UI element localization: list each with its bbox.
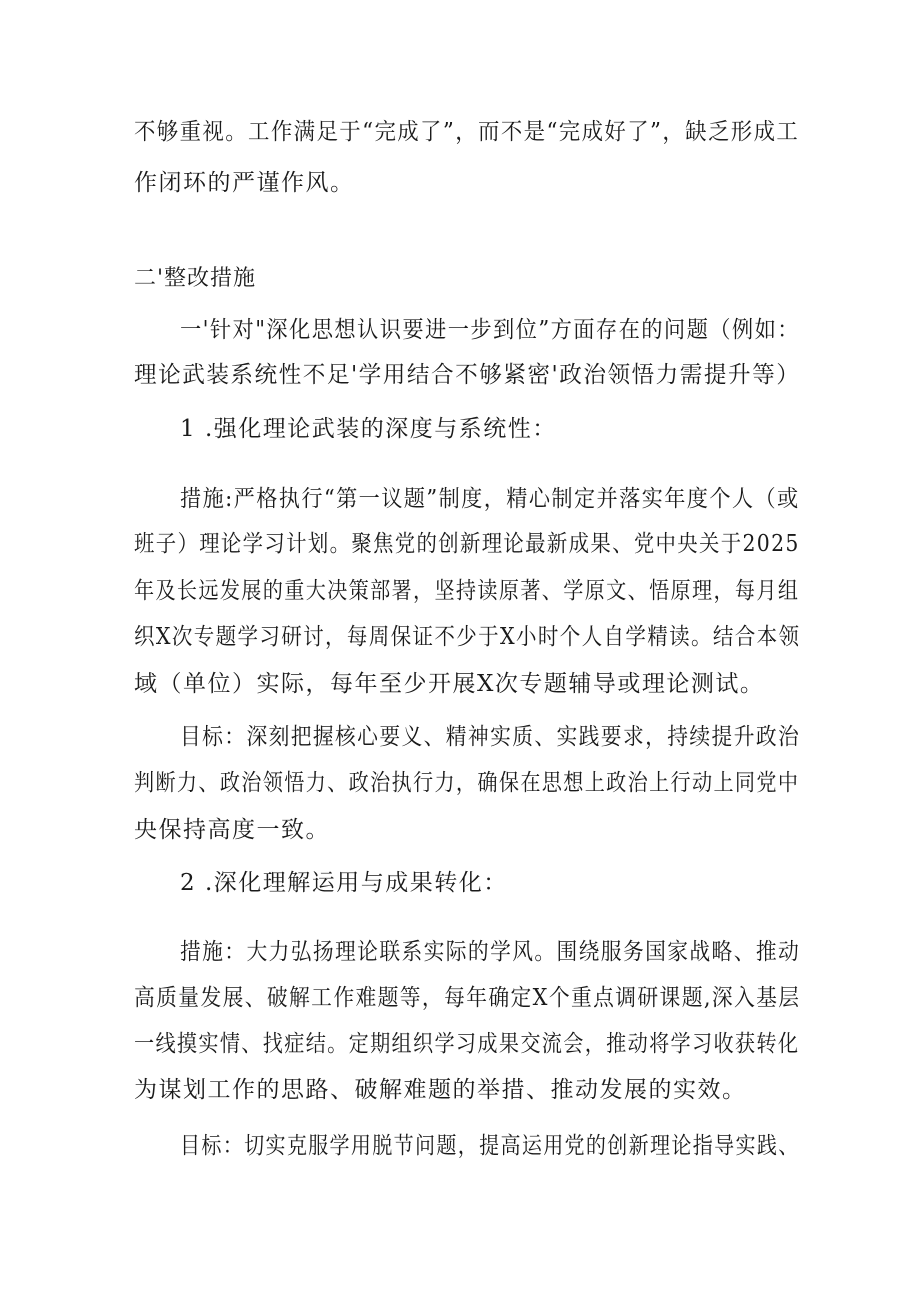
paragraph-line: 目标：切实克服学用脱节问题，提高运用党的创新理论指导实践、	[180, 1133, 800, 1159]
paragraph-line: 措施：大力弘扬理论联系实际的学风。围绕服务国家战略、推动	[180, 939, 801, 965]
paragraph-line: 班子）理论学习计划。聚焦党的创新理论最新成果、党中央关于2025	[134, 531, 800, 557]
item-heading: 2 .深化理解运用与成果转化：	[180, 870, 508, 896]
paragraph-line: 作闭环的严谨作风。	[134, 170, 355, 196]
item-heading: 1 .强化理论武装的深度与系统性：	[180, 416, 557, 442]
paragraph-line: 年及长远发展的重大决策部署，坚持读原著、学原文、悟原理，每月组	[134, 578, 800, 604]
paragraph-line: 央保持高度一致。	[134, 817, 330, 843]
paragraph-line: 措施:严格执行“第一议题”制度，精心制定并落实年度个人（或	[180, 486, 800, 512]
paragraph-line: 一线摸实情、找症结。定期组织学习成果交流会，推动将学习收获转化	[134, 1031, 800, 1057]
paragraph-line: 目标：深刻把握核心要义、精神实质、实践要求，持续提升政治	[180, 724, 801, 750]
paragraph-line: 不够重视。工作满足于“完成了”，而不是“完成好了”，缺乏形成工	[134, 119, 800, 145]
subsection-heading: 一'针对"深化思想认识要进一步到位”方面存在的问题（例如：	[180, 317, 800, 343]
paragraph-line: 域（单位）实际，每年至少开展X次专题辅导或理论测试。	[134, 671, 765, 697]
paragraph-line: 高质量发展、破解工作难题等，每年确定X个重点调研课题,深入基层	[134, 985, 801, 1011]
paragraph-line: 理论武装系统性不足'学用结合不够紧密'政治领悟力需提升等）	[134, 362, 801, 388]
section-heading: 二'整改措施	[134, 266, 257, 291]
paragraph-line: 判断力、政治领悟力、政治执行力，确保在思想上政治上行动上同党中	[134, 770, 800, 796]
paragraph-line: 织X次专题学习研讨，每周保证不少于X小时个人自学精读。结合本领	[134, 624, 801, 650]
paragraph-line: 为谋划工作的思路、破解难题的举措、推动发展的实效。	[134, 1077, 747, 1103]
